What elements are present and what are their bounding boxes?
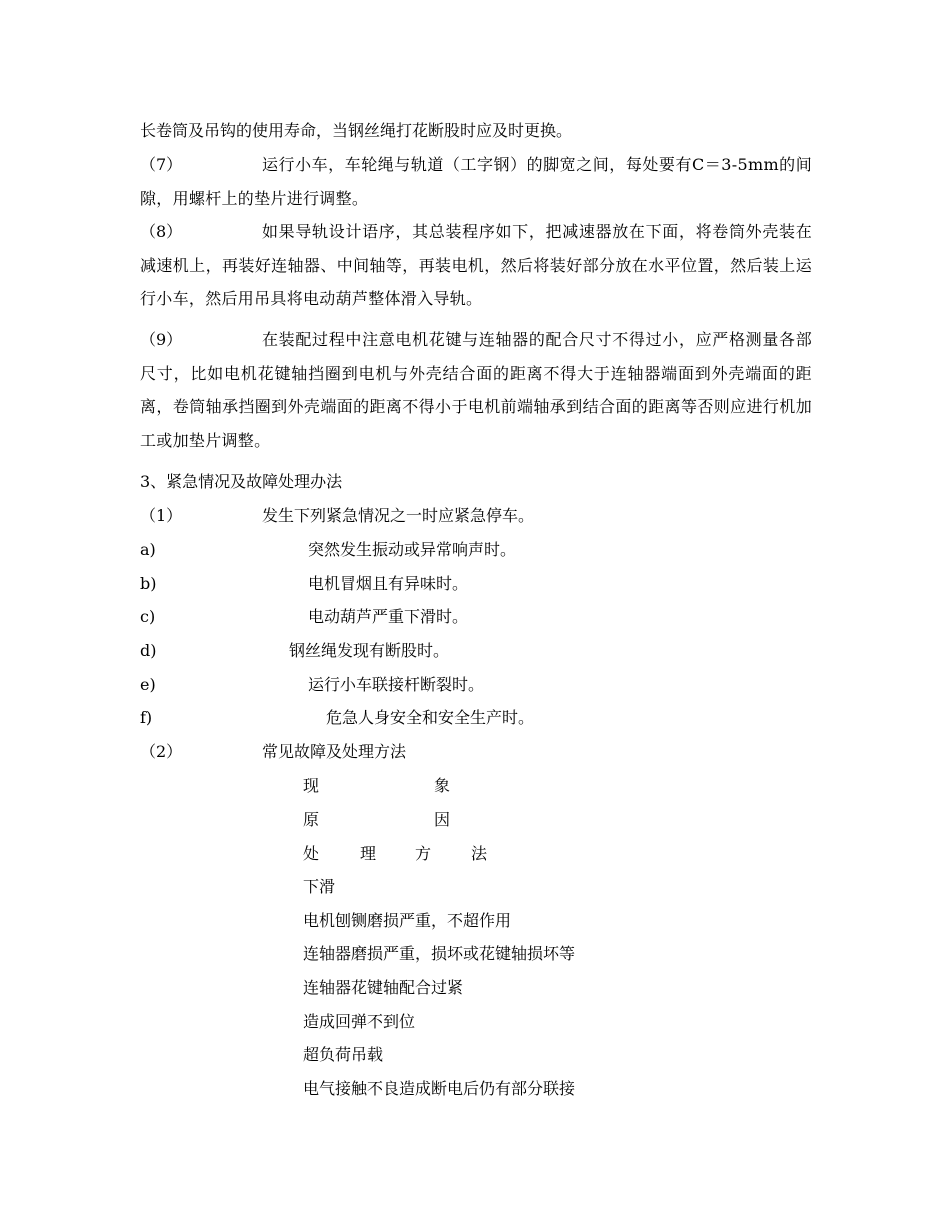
emergency-label-f: f)	[140, 708, 153, 727]
header-method-char-4: 法	[471, 844, 488, 863]
emergency-label-e: e)	[140, 675, 156, 694]
item-8-paragraph: 如果导轨设计语序，其总装程序如下，把减速器放在下面，将卷筒外壳装在减速机上，再装好连轴器、中间轴等，再装电机，然后将装好部分放在水平位置，然后装上运行小车，然后用吊具将电动葫芦整体滑入导轨。	[140, 222, 812, 308]
fault-line: 下滑	[303, 877, 336, 896]
header-method-char-1: 处	[303, 844, 320, 863]
emergency-text-d: 钢丝绳发现有断股时。	[289, 641, 450, 660]
emergency-label-a: a)	[140, 540, 156, 559]
header-method-char-2: 理	[360, 844, 377, 863]
emergency-text-e: 运行小车联接杆断裂时。	[308, 675, 485, 694]
sub-2-text: 常见故障及处理方法	[262, 742, 407, 761]
emergency-text-f: 危急人身安全和安全生产时。	[326, 708, 535, 727]
item-8-number: （8）	[140, 222, 183, 241]
fault-line: 连轴器磨损严重，损坏或花键轴损坏等	[303, 944, 576, 963]
emergency-label-d: d)	[140, 641, 157, 660]
fault-line: 造成回弹不到位	[303, 1012, 416, 1031]
section-3-heading: 3、紧急情况及故障处理办法	[140, 472, 343, 491]
header-method-char-3: 方	[415, 844, 432, 863]
item-7-paragraph: 运行小车，车轮绳与轨道（工字钢）的脚宽之间，每处要有C＝3-5mm的间隙，用螺杆上的垫片进行调整。	[140, 155, 812, 208]
header-phenomenon-char-2: 象	[434, 776, 451, 795]
continuation-line: 长卷筒及吊钩的使用寿命，当钢丝绳打花断股时应及时更换。	[140, 121, 573, 140]
sub-1-text: 发生下列紧急情况之一时应紧急停车。	[262, 506, 535, 525]
sub-2-number: （2）	[140, 742, 183, 761]
item-7-number: （7）	[140, 155, 183, 174]
header-cause-char-1: 原	[303, 810, 320, 829]
header-cause-char-2: 因	[434, 810, 451, 829]
fault-line: 电气接触不良造成断电后仍有部分联接	[303, 1079, 576, 1098]
emergency-text-a: 突然发生振动或异常响声时。	[308, 540, 517, 559]
item-9-number: （9）	[140, 330, 183, 349]
emergency-text-c: 电动葫芦严重下滑时。	[308, 607, 469, 626]
fault-line: 连轴器花键轴配合过紧	[303, 978, 464, 997]
fault-line: 电机刨铡磨损严重，不超作用	[303, 911, 512, 930]
fault-line: 超负荷吊载	[303, 1045, 384, 1064]
emergency-label-c: c)	[140, 607, 156, 626]
emergency-text-b: 电机冒烟且有异味时。	[308, 574, 469, 593]
item-9-paragraph: 在装配过程中注意电机花键与连轴器的配合尺寸不得过小，应严格测量各部尺寸，比如电机花键轴挡圈到电机与外壳结合面的距离不得大于连轴器端面到外壳端面的距离，卷筒轴承挡圈到外壳端面的距离不得小于电机前端轴承到结合面的距离等否则应进行机加工或加垫片调整。	[140, 330, 812, 450]
emergency-label-b: b)	[140, 574, 157, 593]
sub-1-number: （1）	[140, 506, 183, 525]
header-phenomenon-char-1: 现	[303, 776, 320, 795]
